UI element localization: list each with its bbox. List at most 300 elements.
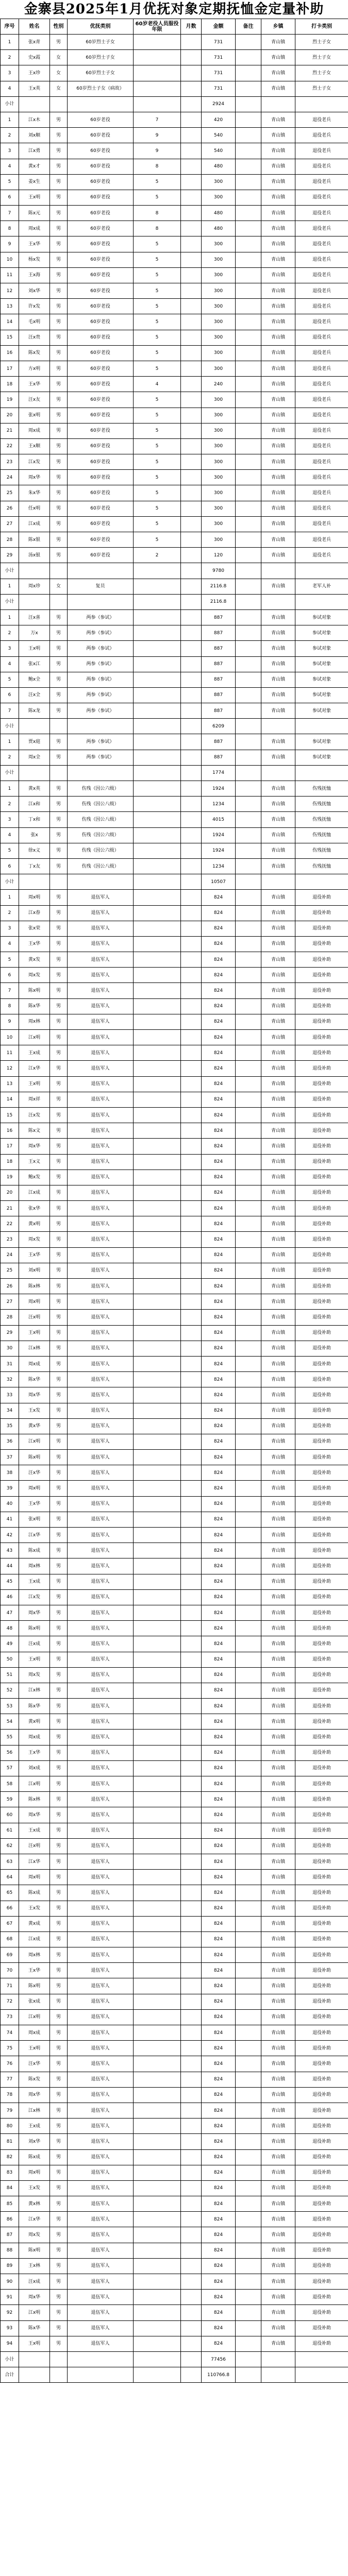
cell-remark (236, 2305, 261, 2320)
cell-card-type: 退役补助 (295, 2103, 348, 2118)
cell-service-years (134, 1341, 181, 1356)
cell-months (181, 921, 202, 936)
cell-amount: 824 (202, 1030, 236, 1045)
cell-service-years (134, 1201, 181, 1216)
cell-gender: 男 (50, 299, 68, 314)
cell-amount: 824 (202, 1263, 236, 1278)
table-row (1, 236, 348, 252)
cell-gender: 男 (50, 2009, 68, 2025)
cell-category: 60岁烈士子女 (68, 35, 134, 50)
cell-category: 60岁老役 (68, 236, 134, 252)
cell-name: 汤x银 (19, 548, 50, 563)
cell-town: 青山镇 (261, 65, 295, 81)
cell-service-years: 5 (134, 423, 181, 438)
cell-service-years: 5 (134, 236, 181, 252)
cell-town: 青山镇 (261, 1154, 295, 1170)
cell-service-years (134, 952, 181, 968)
cell-service-years (134, 1528, 181, 1543)
table-row (1, 656, 348, 672)
cell-name (19, 2367, 50, 2383)
cell-index: 2 (1, 905, 19, 921)
table-row (1, 1667, 348, 1683)
cell-card-type: 退役补助 (295, 921, 348, 936)
cell-name: 汪x华 (19, 1465, 50, 1481)
cell-name: 陈x华 (19, 998, 50, 1014)
cell-name: 周x明 (19, 1481, 50, 1496)
cell-amount: 824 (202, 1901, 236, 1916)
cell-name: 周x林 (19, 1947, 50, 1963)
cell-card-type: 退役老兵 (295, 252, 348, 267)
cell-town: 青山镇 (261, 532, 295, 548)
cell-amount: 824 (202, 1341, 236, 1356)
cell-index: 1 (1, 734, 19, 750)
cell-amount: 824 (202, 1683, 236, 1698)
cell-months (181, 2305, 202, 2320)
cell-name: 黄x林 (19, 2196, 50, 2212)
cell-service-years (134, 1185, 181, 1200)
cell-town: 青山镇 (261, 1931, 295, 1947)
cell-name: 汪x全 (19, 687, 50, 703)
cell-index: 5 (1, 174, 19, 190)
cell-town (261, 96, 295, 112)
cell-remark (236, 1854, 261, 1869)
cell-remark (236, 1247, 261, 1263)
cell-remark (236, 408, 261, 423)
cell-name: 王x华 (19, 936, 50, 952)
cell-category: 退伍军人 (68, 2336, 134, 2351)
cell-card-type: 退役老兵 (295, 438, 348, 454)
cell-town: 青山镇 (261, 1387, 295, 1403)
table-row (1, 1247, 348, 1263)
cell-amount: 300 (202, 501, 236, 516)
cell-name: 陈x发 (19, 345, 50, 361)
cell-card-type: 退役补助 (295, 2212, 348, 2227)
cell-months (181, 750, 202, 765)
cell-category: 退伍军人 (68, 1418, 134, 1434)
cell-category: 退伍军人 (68, 1807, 134, 1823)
cell-town: 青山镇 (261, 143, 295, 159)
cell-service-years: 5 (134, 345, 181, 361)
cell-gender: 男 (50, 1838, 68, 1854)
cell-category: 两参（参试） (68, 687, 134, 703)
cell-card-type (295, 765, 348, 781)
cell-remark (236, 827, 261, 843)
cell-card-type: 退役补助 (295, 1994, 348, 2009)
cell-town: 青山镇 (261, 1714, 295, 1730)
cell-category: 退伍军人 (68, 936, 134, 952)
table-row (1, 2180, 348, 2196)
cell-amount: 731 (202, 81, 236, 96)
cell-remark (236, 2336, 261, 2351)
table-row (1, 781, 348, 796)
cell-town: 青山镇 (261, 2274, 295, 2290)
cell-gender: 男 (50, 2072, 68, 2087)
cell-gender: 男 (50, 1450, 68, 1465)
cell-amount: 824 (202, 1356, 236, 1371)
cell-name: 周x成 (19, 221, 50, 236)
cell-remark (236, 174, 261, 190)
cell-category: 退伍军人 (68, 1621, 134, 1636)
cell-town: 青山镇 (261, 1201, 295, 1216)
cell-index: 44 (1, 1558, 19, 1574)
cell-card-type: 老军人补 (295, 579, 348, 594)
cell-amount: 824 (202, 2212, 236, 2227)
cell-name: 周x华 (19, 1387, 50, 1403)
cell-name: 江x华 (19, 1061, 50, 1076)
cell-remark (236, 143, 261, 159)
cell-card-type: 退役补助 (295, 1294, 348, 1310)
table-row (1, 1963, 348, 1978)
cell-index: 2 (1, 625, 19, 641)
cell-gender: 男 (50, 1092, 68, 1107)
cell-category: 退伍军人 (68, 2227, 134, 2243)
cell-category: 两参（参试） (68, 672, 134, 687)
cell-amount: 2924 (202, 96, 236, 112)
cell-remark (236, 1030, 261, 1045)
cell-gender: 男 (50, 1963, 68, 1978)
cell-town: 青山镇 (261, 1776, 295, 1792)
cell-name: 黄x明 (19, 1714, 50, 1730)
cell-remark (236, 2351, 261, 2367)
cell-remark (236, 96, 261, 112)
cell-index: 26 (1, 501, 19, 516)
cell-card-type: 退役补助 (295, 1776, 348, 1792)
cell-card-type: 伤残抚恤 (295, 858, 348, 874)
cell-town: 青山镇 (261, 2149, 295, 2165)
cell-name: 陈x成 (19, 1543, 50, 1558)
cell-amount: 824 (202, 998, 236, 1014)
cell-gender: 男 (50, 1076, 68, 1092)
cell-name: 江x勇 (19, 143, 50, 159)
cell-category: 60岁老役 (68, 190, 134, 205)
cell-index: 94 (1, 2336, 19, 2351)
cell-name: 陈x明 (19, 983, 50, 998)
cell-name: 汪x喜 (19, 609, 50, 625)
cell-index: 52 (1, 1683, 19, 1698)
cell-months (181, 1465, 202, 1481)
cell-service-years (134, 1216, 181, 1232)
cell-town: 青山镇 (261, 2041, 295, 2056)
cell-name: 周x成 (19, 423, 50, 438)
cell-remark (236, 299, 261, 314)
cell-service-years (134, 1263, 181, 1278)
table-row (1, 952, 348, 968)
cell-card-type: 退役老兵 (295, 377, 348, 392)
table-row (1, 408, 348, 423)
table-row (1, 1294, 348, 1310)
cell-gender: 男 (50, 1294, 68, 1310)
cell-service-years (134, 2336, 181, 2351)
cell-town: 青山镇 (261, 2196, 295, 2212)
table-row (1, 470, 348, 485)
cell-service-years (134, 1776, 181, 1792)
cell-remark (236, 2258, 261, 2274)
cell-service-years (134, 905, 181, 921)
cell-name: 周x成 (19, 1730, 50, 1745)
cell-name: 王x明 (19, 2041, 50, 2056)
cell-card-type: 伤残抚恤 (295, 781, 348, 796)
cell-card-type: 退役补助 (295, 1745, 348, 1760)
cell-amount: 824 (202, 1403, 236, 1418)
cell-service-years: 5 (134, 252, 181, 267)
cell-amount: 824 (202, 2072, 236, 2087)
cell-gender: 男 (50, 1854, 68, 1869)
cell-index: 20 (1, 408, 19, 423)
table-row (1, 1123, 348, 1139)
cell-amount: 824 (202, 1589, 236, 1605)
cell-town: 青山镇 (261, 174, 295, 190)
cell-remark (236, 1730, 261, 1745)
cell-index: 24 (1, 470, 19, 485)
cell-town: 青山镇 (261, 858, 295, 874)
table-row (1, 703, 348, 719)
cell-card-type: 退役补助 (295, 1838, 348, 1854)
cell-town: 青山镇 (261, 1870, 295, 1885)
cell-town: 青山镇 (261, 1699, 295, 1714)
cell-index: 76 (1, 2056, 19, 2072)
cell-card-type: 退役补助 (295, 1496, 348, 1512)
cell-amount: 824 (202, 2087, 236, 2103)
cell-amount: 824 (202, 1854, 236, 1869)
cell-gender: 男 (50, 174, 68, 190)
cell-amount: 824 (202, 1931, 236, 1947)
cell-index: 2 (1, 50, 19, 65)
table-row (1, 1030, 348, 1045)
cell-remark (236, 1589, 261, 1605)
cell-remark (236, 330, 261, 345)
cell-months (181, 81, 202, 96)
cell-index: 6 (1, 968, 19, 983)
cell-gender: 男 (50, 687, 68, 703)
cell-remark (236, 548, 261, 563)
cell-name: 王x华 (19, 1247, 50, 1263)
cell-amount: 540 (202, 128, 236, 143)
cell-index: 7 (1, 983, 19, 998)
cell-service-years (134, 579, 181, 594)
cell-amount: 824 (202, 1978, 236, 1994)
cell-amount: 824 (202, 2103, 236, 2118)
cell-service-years (134, 1683, 181, 1698)
cell-service-years (134, 1947, 181, 1963)
cell-town: 青山镇 (261, 812, 295, 827)
cell-service-years (134, 2367, 181, 2383)
cell-remark (236, 128, 261, 143)
cell-card-type: 退役补助 (295, 1589, 348, 1605)
cell-months (181, 2165, 202, 2180)
table-row (1, 345, 348, 361)
cell-category (68, 765, 134, 781)
cell-months (181, 1792, 202, 1807)
cell-category: 两参（参试） (68, 625, 134, 641)
cell-name: 张x (19, 827, 50, 843)
cell-card-type: 退役补助 (295, 2072, 348, 2087)
cell-town: 青山镇 (261, 2290, 295, 2305)
cell-card-type (295, 96, 348, 112)
cell-amount: 480 (202, 221, 236, 236)
cell-card-type: 伤残抚恤 (295, 827, 348, 843)
cell-amount: 300 (202, 423, 236, 438)
cell-amount: 824 (202, 968, 236, 983)
cell-amount: 77456 (202, 2351, 236, 2367)
cell-gender: 男 (50, 2243, 68, 2258)
cell-remark (236, 438, 261, 454)
cell-card-type (295, 719, 348, 734)
cell-name: 王x成 (19, 1045, 50, 1061)
cell-card-type: 退役老兵 (295, 159, 348, 174)
cell-amount: 420 (202, 112, 236, 127)
cell-card-type (295, 874, 348, 890)
table-row (1, 2165, 348, 2180)
cell-category: 60岁老役 (68, 438, 134, 454)
cell-town: 青山镇 (261, 2212, 295, 2227)
cell-gender (50, 2367, 68, 2383)
cell-remark (236, 2041, 261, 2056)
cell-gender: 女 (50, 50, 68, 65)
cell-town: 青山镇 (261, 890, 295, 905)
cell-service-years (134, 1123, 181, 1139)
cell-gender: 男 (50, 2336, 68, 2351)
cell-months (181, 1870, 202, 1885)
table-row (1, 1107, 348, 1123)
cell-months (181, 1061, 202, 1076)
cell-town: 青山镇 (261, 579, 295, 594)
table-row (1, 1823, 348, 1838)
cell-card-type: 退役补助 (295, 1030, 348, 1045)
cell-town: 青山镇 (261, 936, 295, 952)
cell-amount: 824 (202, 1916, 236, 1931)
cell-gender: 男 (50, 190, 68, 205)
cell-town: 青山镇 (261, 470, 295, 485)
cell-category: 60岁烈士子女 (68, 65, 134, 81)
table-row (1, 1621, 348, 1636)
cell-gender: 男 (50, 1418, 68, 1434)
cell-months (181, 1838, 202, 1854)
table-row (1, 1356, 348, 1371)
cell-index: 55 (1, 1730, 19, 1745)
cell-category: 退伍军人 (68, 1947, 134, 1963)
cell-card-type: 退役补助 (295, 1216, 348, 1232)
cell-months (181, 1699, 202, 1714)
cell-category: 退伍军人 (68, 1014, 134, 1029)
cell-name: 王x成 (19, 1823, 50, 1838)
cell-card-type: 退役老兵 (295, 299, 348, 314)
table-row (1, 1589, 348, 1605)
cell-name: 许x发 (19, 299, 50, 314)
cell-town: 青山镇 (261, 1045, 295, 1061)
cell-name: 刘x明 (19, 1263, 50, 1278)
cell-months (181, 1901, 202, 1916)
cell-card-type: 退役补助 (295, 1247, 348, 1263)
cell-name: 江x明 (19, 2009, 50, 2025)
cell-gender: 男 (50, 983, 68, 998)
cell-name: 陈x华 (19, 1699, 50, 1714)
cell-gender: 男 (50, 1356, 68, 1371)
cell-name: 周x明 (19, 1870, 50, 1885)
cell-index: 6 (1, 190, 19, 205)
cell-name: 张x明 (19, 408, 50, 423)
cell-amount: 824 (202, 1076, 236, 1092)
cell-index: 15 (1, 1107, 19, 1123)
table-row (1, 159, 348, 174)
cell-town: 青山镇 (261, 361, 295, 376)
subtotal-row (1, 594, 348, 609)
table-row (1, 1279, 348, 1294)
cell-months (181, 283, 202, 299)
table-row (1, 423, 348, 438)
cell-name: 刘x成 (19, 1760, 50, 1776)
cell-remark (236, 1683, 261, 1698)
cell-remark (236, 2274, 261, 2290)
cell-index: 54 (1, 1714, 19, 1730)
cell-months (181, 2025, 202, 2041)
cell-card-type: 退役补助 (295, 1201, 348, 1216)
cell-index: 72 (1, 1994, 19, 2009)
cell-town: 青山镇 (261, 1838, 295, 1854)
cell-months (181, 1232, 202, 1247)
cell-gender: 男 (50, 221, 68, 236)
cell-service-years (134, 1652, 181, 1667)
cell-remark (236, 283, 261, 299)
cell-gender: 男 (50, 1776, 68, 1792)
cell-months (181, 485, 202, 501)
cell-months (181, 1667, 202, 1683)
header-remark: 备注 (236, 19, 261, 35)
table-row (1, 858, 348, 874)
table-row (1, 1387, 348, 1403)
cell-town: 青山镇 (261, 1076, 295, 1092)
cell-category: 退伍军人 (68, 1776, 134, 1792)
cell-remark (236, 65, 261, 81)
table-row (1, 1605, 348, 1620)
table-row (1, 796, 348, 812)
cell-gender: 男 (50, 1481, 68, 1496)
table-row (1, 1528, 348, 1543)
cell-gender: 男 (50, 1807, 68, 1823)
cell-card-type (295, 594, 348, 609)
cell-name: 陈x林 (19, 1792, 50, 1807)
cell-index: 93 (1, 2320, 19, 2336)
cell-town: 青山镇 (261, 283, 295, 299)
cell-card-type: 退役补助 (295, 1325, 348, 1341)
cell-card-type: 退役补助 (295, 1901, 348, 1916)
cell-gender: 男 (50, 641, 68, 656)
cell-card-type: 退役补助 (295, 1450, 348, 1465)
cell-service-years: 5 (134, 408, 181, 423)
cell-service-years (134, 1994, 181, 2009)
cell-index: 21 (1, 1201, 19, 1216)
cell-category: 退伍军人 (68, 1076, 134, 1092)
cell-months (181, 1107, 202, 1123)
table-row (1, 2134, 348, 2149)
cell-category: 伤残（因公六级） (68, 781, 134, 796)
cell-service-years (134, 874, 181, 890)
cell-category: 退伍军人 (68, 2290, 134, 2305)
cell-index: 92 (1, 2305, 19, 2320)
cell-amount: 824 (202, 1699, 236, 1714)
cell-card-type: 参试对象 (295, 687, 348, 703)
cell-town: 青山镇 (261, 1450, 295, 1465)
cell-service-years (134, 1745, 181, 1760)
cell-category: 退伍军人 (68, 1170, 134, 1185)
cell-service-years (134, 65, 181, 81)
cell-service-years (134, 1030, 181, 1045)
cell-index: 30 (1, 1341, 19, 1356)
cell-amount: 824 (202, 2336, 236, 2351)
cell-category: 退伍军人 (68, 1574, 134, 1589)
table-row (1, 283, 348, 299)
cell-town: 青山镇 (261, 1061, 295, 1076)
cell-category: 退伍军人 (68, 1558, 134, 1574)
